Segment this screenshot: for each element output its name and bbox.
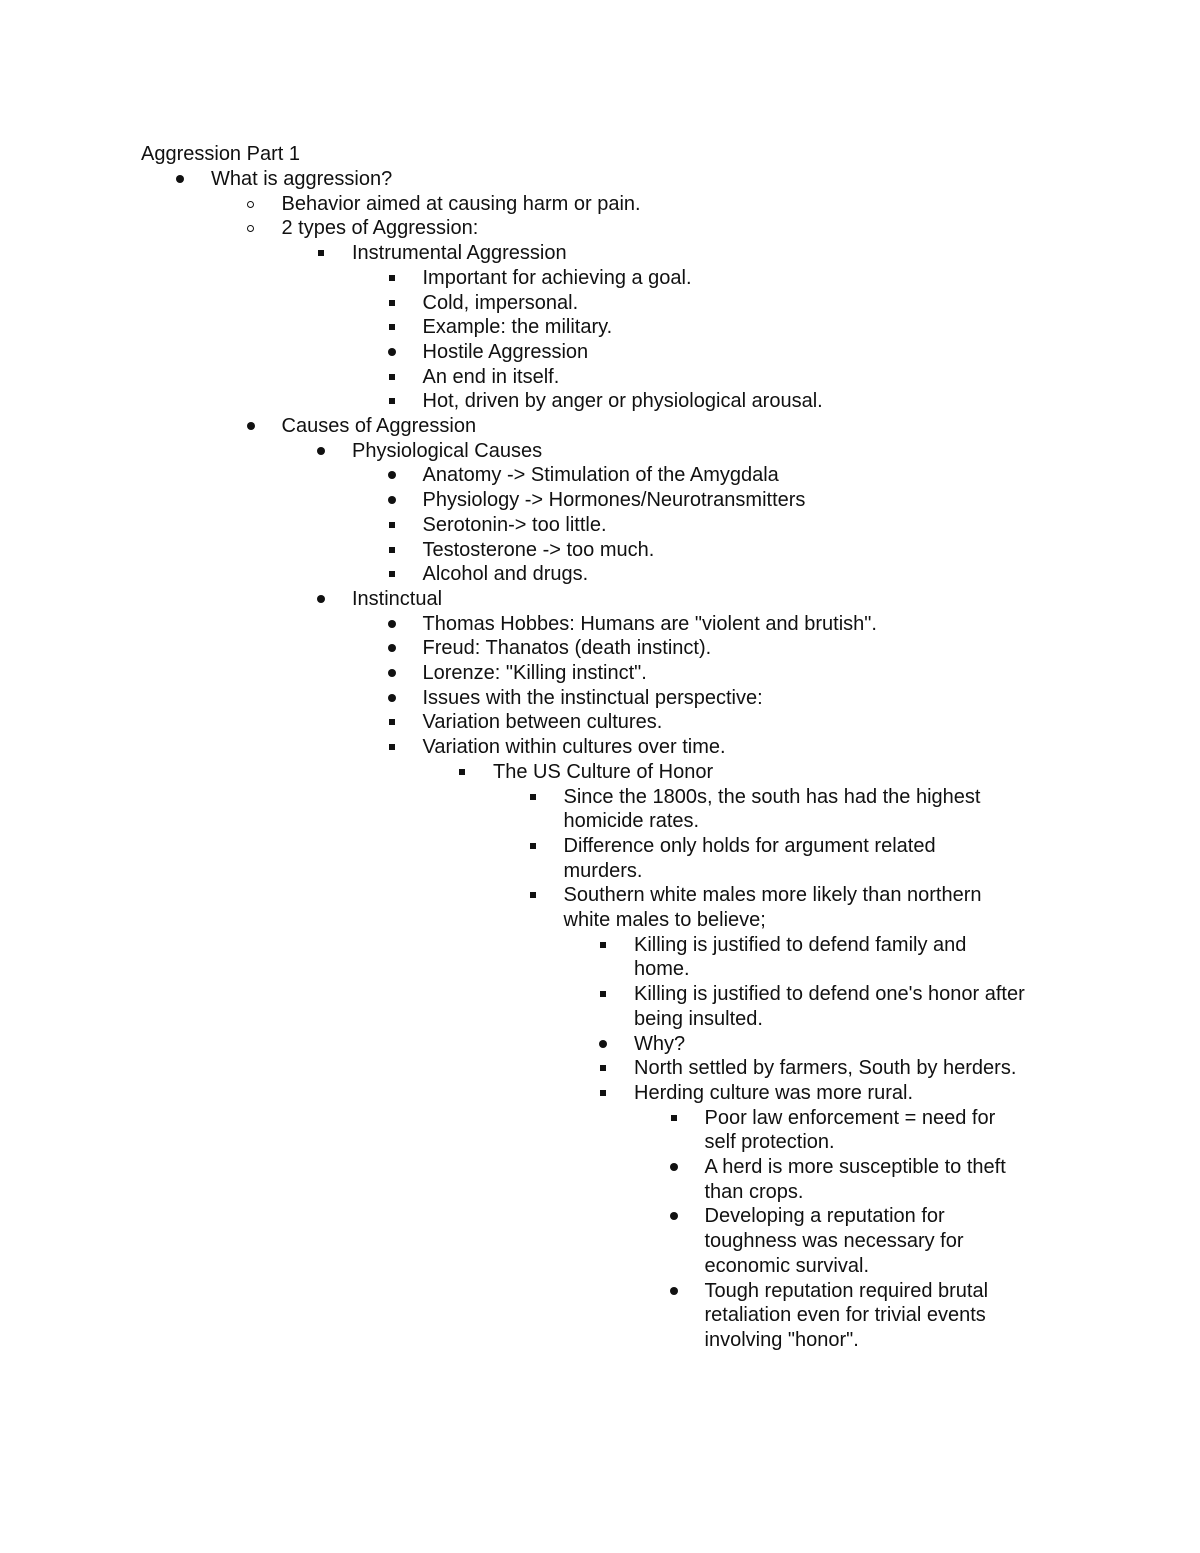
disc-bullet-icon [388,340,408,365]
list-item-text: white males to believe; [563,908,766,931]
list-item-text: Variation within cultures over time. [422,736,726,759]
list-item-text: home. [634,958,690,981]
list-item-text: Alcohol and drugs. [422,563,589,586]
disc-bullet-icon [599,1032,619,1057]
list-item-text: being insulted. [634,1007,763,1030]
disc-bullet-icon [317,439,337,464]
list-item-text: Serotonin-> too little. [422,513,607,536]
list-item-text: murders. [563,859,643,882]
disc-bullet-icon [388,636,408,661]
list-item-text: Difference only holds for argument related [563,834,936,857]
circle-bullet-icon [247,192,267,217]
square-bullet-icon [458,760,478,785]
list-item-text: Instinctual [352,587,443,610]
list-item-text: Hot, driven by anger or physiological arousal. [422,390,823,413]
square-bullet-icon [388,513,408,538]
square-bullet-icon [388,365,408,390]
list-item-text: Herding culture was more rural. [634,1081,913,1104]
list-item-text: Variation between cultures. [422,711,663,734]
disc-bullet-icon [388,612,408,637]
list-item-text: Poor law enforcement = need for [704,1106,996,1129]
list-item-text: North settled by farmers, South by herders. [634,1057,1017,1080]
list-item-text: What is aggression? [211,168,393,190]
list-item-text: Freud: Thanatos (death instinct). [422,637,712,660]
list-item-text: A herd is more susceptible to theft [704,1156,1006,1178]
list-item-text: Causes of Aggression [281,415,477,437]
page-title: Aggression Part 1 [141,143,300,165]
list-item-text: Testosterone -> too much. [422,538,655,561]
disc-bullet-icon [388,488,408,513]
list-item-text: retaliation even for trivial events [704,1304,986,1327]
disc-bullet-icon [670,1279,690,1304]
list-item-text: Physiological Causes [352,439,543,462]
list-item-text: Killing is justified to defend one's honor after [634,983,1025,1006]
square-bullet-icon [388,291,408,316]
square-bullet-icon [599,1081,619,1106]
list-item-text: toughness was necessary for [704,1230,964,1253]
list-item-text: Cold, impersonal. [422,291,579,314]
list-item-text: Physiology -> Hormones/Neurotransmitters [422,489,806,512]
list-item-text: Example: the military. [422,316,613,339]
square-bullet-icon [529,785,549,810]
list-item-text: Southern white males more likely than northern [563,884,982,907]
square-bullet-icon [388,266,408,291]
list-item-text: economic survival. [704,1254,870,1277]
square-bullet-icon [529,883,549,908]
square-bullet-icon [599,1056,619,1081]
square-bullet-icon [599,933,619,958]
list-item-text: The US Culture of Honor [493,760,714,783]
list-item-text: Behavior aimed at causing harm or pain. [281,192,641,215]
list-item-text: Why? [634,1032,686,1055]
list-item-text: Hostile Aggression [422,340,589,363]
square-bullet-icon [388,538,408,563]
disc-bullet-icon [247,414,267,439]
disc-bullet-icon [388,661,408,686]
square-bullet-icon [599,982,619,1007]
square-bullet-icon [670,1106,690,1131]
list-item-text: Important for achieving a goal. [422,266,692,289]
disc-bullet-icon [388,686,408,711]
disc-bullet-icon [670,1155,690,1180]
list-item-text: 2 types of Aggression: [281,217,479,240]
square-bullet-icon [388,710,408,735]
square-bullet-icon [529,834,549,859]
square-bullet-icon [317,241,337,266]
square-bullet-icon [388,735,408,760]
square-bullet-icon [388,315,408,340]
list-item-text: An end in itself. [422,365,560,388]
list-item-text: Developing a reputation for [704,1205,945,1228]
list-item-text: Instrumental Aggression [352,242,567,265]
list-item-text: Issues with the instinctual perspective: [422,686,763,709]
list-item-text: Killing is justified to defend family and [634,933,967,956]
list-item-text: Tough reputation required brutal [704,1279,989,1302]
list-item-text: Anatomy -> Stimulation of the Amygdala [422,464,779,487]
list-item-text: homicide rates. [563,810,700,833]
circle-bullet-icon [247,216,267,241]
list-item-text: than crops. [704,1180,804,1203]
disc-bullet-icon [317,587,337,612]
disc-bullet-icon [176,167,196,192]
square-bullet-icon [388,389,408,414]
list-item-text: Lorenze: "Killing instinct". [422,662,647,684]
square-bullet-icon [388,562,408,587]
disc-bullet-icon [670,1204,690,1229]
list-item-text: Thomas Hobbes: Humans are "violent and brutish". [422,612,877,635]
list-item-text: involving "honor". [704,1328,859,1351]
disc-bullet-icon [388,463,408,488]
list-item-text: self protection. [704,1131,835,1154]
list-item-text: Since the 1800s, the south has had the highest [563,785,981,808]
